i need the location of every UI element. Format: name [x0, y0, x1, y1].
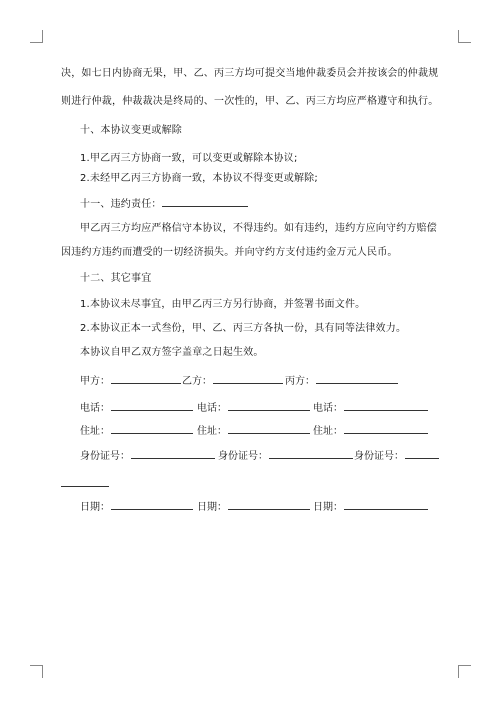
address-a-row [80, 423, 193, 439]
liability-blank [162, 196, 248, 207]
date-b-label: 日期： [197, 502, 227, 513]
party-a-row [80, 373, 181, 389]
date-a-row [80, 499, 193, 515]
crop-mark-bottom-right [458, 665, 471, 678]
phone-a-label: 电话： [80, 403, 110, 414]
date-c-row [313, 499, 428, 515]
id-b-blank [269, 448, 353, 459]
paragraph-breach-line-2: 因违约方违约而遭受的一切经济损失。并向守约方支付违约金万元人民币。 [61, 247, 398, 258]
id-b-row [218, 448, 353, 464]
phone-b-row [197, 400, 310, 416]
party-c-blank [316, 373, 398, 384]
address-c-row [313, 423, 428, 439]
party-c-label: 丙方： [285, 376, 315, 387]
crop-mark-top-right [458, 30, 471, 43]
id-c-blank [405, 448, 439, 459]
date-c-blank [344, 499, 428, 510]
date-c-label: 日期： [313, 502, 343, 513]
clause-10-1: 1.甲乙丙三方协商一致，可以变更或解除本协议; [80, 153, 298, 164]
date-a-label: 日期： [80, 502, 110, 513]
address-b-row [197, 423, 310, 439]
paragraph-arbitration-line-2: 则进行仲裁，仲裁裁决是终局的、一次性的，甲、乙、丙三方均应严格遵守和执行。 [61, 96, 439, 107]
clause-10-2: 2.未经甲乙丙三方协商一致，本协议不得变更或解除; [80, 173, 318, 184]
phone-a-row [80, 400, 193, 416]
date-a-blank [111, 499, 193, 510]
party-a-blank [111, 373, 181, 384]
party-b-row [182, 373, 283, 389]
party-b-label: 乙方： [182, 376, 212, 387]
phone-a-blank [111, 400, 193, 411]
crop-mark-top-left [30, 30, 43, 43]
address-a-label: 住址： [80, 426, 110, 437]
address-c-label: 住址： [313, 426, 343, 437]
id-a-blank [131, 448, 215, 459]
paragraph-breach-line-1: 甲乙丙三方均应严格信守本协议，不得违约。如有违约，违约方应向守约方赔偿 [80, 223, 437, 234]
phone-c-row [313, 400, 428, 416]
paragraph-arbitration-line-1: 决，如七日内协商无果，甲、乙、丙三方均可提交当地仲裁委员会并按该会的仲裁规 [61, 68, 439, 79]
id-c-row [354, 448, 439, 464]
date-b-blank [228, 499, 310, 510]
clause-12-2: 2.本协议正本一式叁份，甲、乙、丙三方各执一份，具有同等法律效力。 [80, 323, 407, 334]
id-a-row [80, 448, 215, 464]
section-heading-10: 十、本协议变更或解除 [80, 125, 182, 136]
section-heading-11-label: 十一、违约责任： [80, 199, 162, 210]
address-c-blank [344, 423, 428, 434]
address-a-blank [111, 423, 193, 434]
id-c-label: 身份证号： [354, 451, 404, 462]
clause-12-1: 1.本协议未尽事宜，由甲乙丙三方另行协商，并签署书面文件。 [80, 299, 366, 310]
id-c-blank-continued [61, 476, 109, 487]
phone-b-blank [228, 400, 310, 411]
id-b-label: 身份证号： [218, 451, 268, 462]
effective-clause: 本协议自甲乙双方签字盖章之日起生效。 [80, 347, 264, 358]
crop-mark-bottom-left [30, 665, 43, 678]
party-a-label: 甲方： [80, 376, 110, 387]
address-b-label: 住址： [197, 426, 227, 437]
party-c-row [285, 373, 398, 389]
date-b-row [197, 499, 310, 515]
party-b-blank [213, 373, 283, 384]
address-b-blank [228, 423, 310, 434]
id-a-label: 身份证号： [80, 451, 130, 462]
section-heading-11 [80, 196, 248, 212]
section-heading-12: 十二、其它事宜 [80, 273, 152, 284]
phone-c-blank [344, 400, 428, 411]
phone-b-label: 电话： [197, 403, 227, 414]
phone-c-label: 电话： [313, 403, 343, 414]
